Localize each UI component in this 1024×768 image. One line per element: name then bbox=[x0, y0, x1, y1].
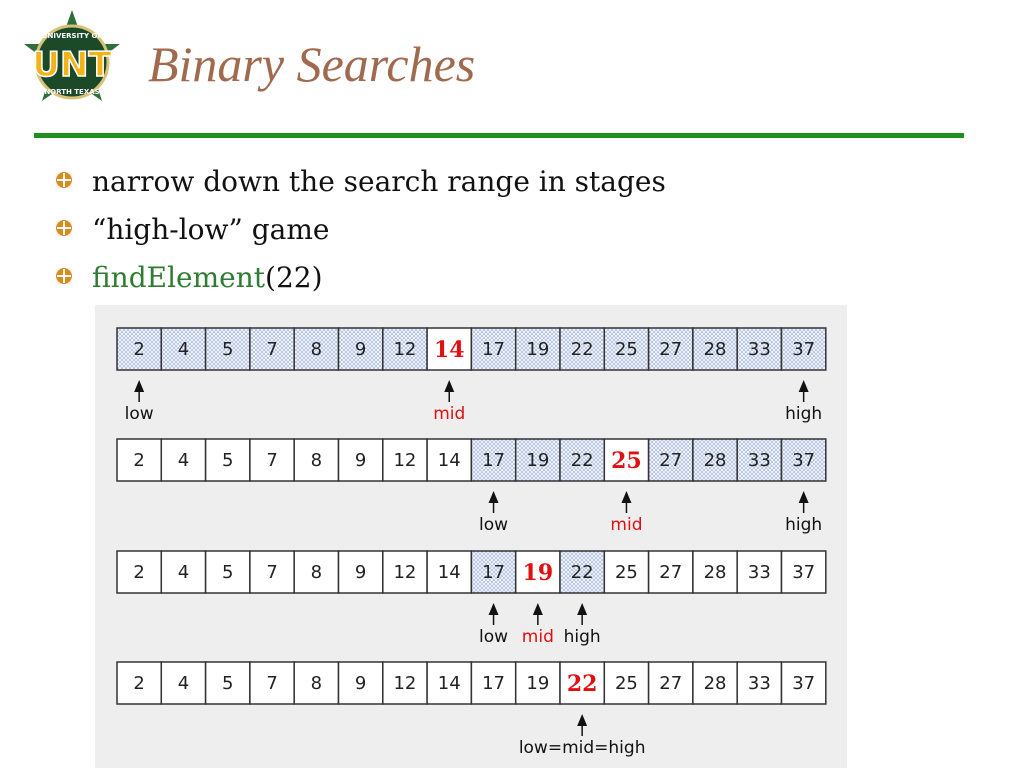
cell-value: 8 bbox=[310, 562, 323, 583]
bullet-item bbox=[55, 208, 666, 256]
slide-title: Binary Searches bbox=[148, 36, 476, 92]
cell-value: 27 bbox=[659, 673, 683, 694]
bullet-text: “high-low” game bbox=[92, 213, 330, 246]
cell-value: 17 bbox=[482, 450, 506, 471]
unt-logo bbox=[14, 8, 130, 116]
cell-value: 25 bbox=[614, 673, 638, 694]
cell-value: 8 bbox=[310, 339, 323, 360]
cell-value: 12 bbox=[393, 562, 417, 583]
cell-value: 17 bbox=[482, 562, 506, 583]
mid-value: 14 bbox=[433, 337, 465, 363]
title-divider bbox=[34, 133, 964, 138]
logo-ring-top: UNIVERSITY OF bbox=[41, 32, 103, 40]
cell-value: 14 bbox=[437, 673, 461, 694]
cell-value: 5 bbox=[222, 562, 234, 583]
cell-value: 4 bbox=[177, 450, 190, 471]
cell-value: 9 bbox=[354, 339, 367, 360]
cell-value: 9 bbox=[354, 450, 367, 471]
cell-value: 28 bbox=[703, 562, 727, 583]
pointer-label-low: low bbox=[479, 515, 509, 535]
cell-value: 2 bbox=[133, 673, 145, 694]
cell-value: 5 bbox=[222, 450, 234, 471]
cell-value: 37 bbox=[792, 562, 816, 583]
cell-value: 2 bbox=[133, 339, 145, 360]
pointer-label-low: low bbox=[479, 627, 509, 647]
cell-value: 27 bbox=[659, 339, 683, 360]
binary-search-diagram bbox=[95, 305, 847, 768]
cell-value: 22 bbox=[570, 339, 594, 360]
pointer-label-high: high bbox=[785, 515, 823, 535]
mid-value: 22 bbox=[566, 671, 598, 697]
cell-value: 25 bbox=[614, 339, 638, 360]
cell-value: 37 bbox=[792, 339, 816, 360]
cell-value: 33 bbox=[747, 339, 771, 360]
bullet-list bbox=[55, 160, 666, 304]
bullet-text: narrow down the search range in stages bbox=[92, 165, 666, 198]
bullet-item bbox=[55, 256, 666, 304]
cell-value: 19 bbox=[526, 450, 550, 471]
cell-value: 33 bbox=[747, 450, 771, 471]
cell-value: 7 bbox=[266, 450, 278, 471]
bullet-item bbox=[55, 160, 666, 208]
cell-value: 4 bbox=[177, 339, 190, 360]
cell-value: 9 bbox=[354, 673, 367, 694]
find-element-text: findElement bbox=[92, 261, 266, 294]
cell-value: 19 bbox=[526, 673, 550, 694]
pointer-label-low: low bbox=[124, 404, 154, 424]
cell-value: 28 bbox=[703, 339, 727, 360]
cell-value: 17 bbox=[482, 339, 506, 360]
cell-value: 33 bbox=[747, 673, 771, 694]
cell-value: 12 bbox=[393, 339, 417, 360]
cell-value: 8 bbox=[310, 450, 323, 471]
cell-value: 19 bbox=[526, 339, 550, 360]
cell-value: 7 bbox=[266, 673, 278, 694]
cell-value: 14 bbox=[437, 562, 461, 583]
cell-value: 7 bbox=[266, 339, 278, 360]
cell-value: 37 bbox=[792, 450, 816, 471]
pointer-label-mid: mid bbox=[610, 515, 643, 535]
cell-value: 37 bbox=[792, 673, 816, 694]
cell-value: 7 bbox=[266, 562, 278, 583]
mid-value: 25 bbox=[611, 448, 642, 474]
pointer-label-high: high bbox=[563, 627, 601, 647]
mid-value: 19 bbox=[522, 560, 554, 586]
pointer-label-combined: low=mid=high bbox=[518, 738, 646, 758]
logo-ring-bottom: NORTH TEXAS bbox=[44, 88, 100, 96]
cell-value: 22 bbox=[570, 450, 594, 471]
cell-value: 9 bbox=[354, 562, 367, 583]
cell-value: 4 bbox=[177, 562, 190, 583]
cell-value: 17 bbox=[482, 673, 506, 694]
cell-value: 12 bbox=[393, 450, 417, 471]
find-element-arg: (22) bbox=[265, 261, 323, 294]
cell-value: 27 bbox=[659, 450, 683, 471]
cell-value: 2 bbox=[133, 562, 145, 583]
bullet-icon bbox=[55, 219, 73, 237]
cell-value: 4 bbox=[177, 673, 190, 694]
cell-value: 28 bbox=[703, 450, 727, 471]
cell-value: 12 bbox=[393, 673, 417, 694]
cell-value: 33 bbox=[747, 562, 771, 583]
pointer-label-mid: mid bbox=[433, 404, 466, 424]
pointer-label-mid: mid bbox=[521, 627, 554, 647]
cell-value: 14 bbox=[437, 450, 461, 471]
cell-value: 28 bbox=[703, 673, 727, 694]
logo-letters: UNT bbox=[32, 45, 112, 85]
cell-value: 8 bbox=[310, 673, 323, 694]
cell-value: 5 bbox=[222, 673, 234, 694]
diagram-canvas bbox=[95, 305, 847, 768]
bullet-icon bbox=[55, 171, 73, 189]
cell-value: 22 bbox=[570, 562, 594, 583]
cell-value: 2 bbox=[133, 450, 145, 471]
cell-value: 27 bbox=[659, 562, 683, 583]
bullet-icon bbox=[55, 267, 73, 285]
cell-value: 25 bbox=[614, 562, 638, 583]
pointer-label-high: high bbox=[785, 404, 823, 424]
cell-value: 5 bbox=[222, 339, 234, 360]
